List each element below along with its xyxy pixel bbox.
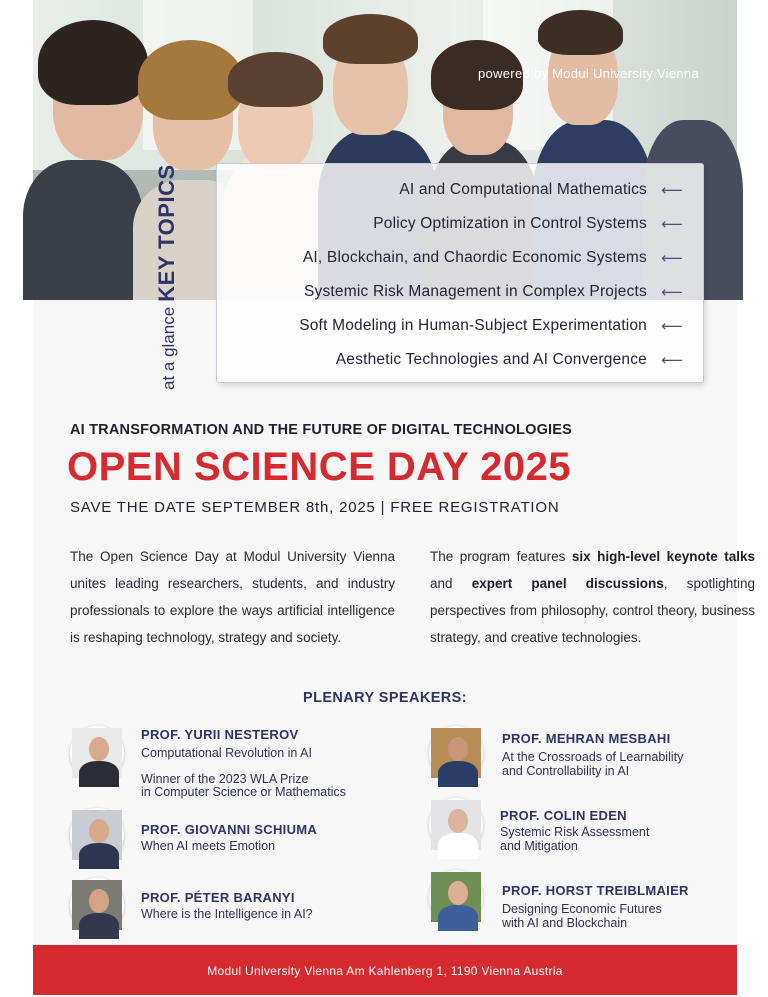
save-the-date: SAVE THE DATE SEPTEMBER 8th, 2025 | FREE REGISTRATION — [70, 499, 560, 516]
key-topics-label-small: at a glance — [159, 306, 178, 390]
audience-person — [38, 20, 148, 105]
audience-person — [23, 160, 143, 300]
speaker-name: PROF. YURII NESTEROV — [141, 727, 299, 742]
audience-person — [538, 10, 623, 55]
speaker-avatar — [429, 798, 483, 852]
key-topics-box — [216, 163, 704, 383]
speaker-note: in Computer Science or Mathematics — [141, 785, 346, 799]
speaker-talk: and Controllability in AI — [502, 764, 630, 778]
speaker-avatar — [70, 726, 124, 780]
speaker-talk: Systemic Risk Assessment — [500, 825, 650, 839]
speaker-talk: with AI and Blockchain — [502, 916, 628, 930]
speaker-talk: Designing Economic Futures — [502, 902, 662, 916]
speaker-avatar — [70, 878, 124, 932]
long-left-arrow-icon: ⟵ — [661, 216, 683, 233]
intro-text: The program features — [430, 549, 572, 564]
speaker-name: PROF. PÉTER BARANYI — [141, 890, 295, 905]
plenary-heading: PLENARY SPEAKERS: — [303, 690, 467, 706]
long-left-arrow-icon: ⟵ — [661, 182, 683, 199]
topic-item — [336, 350, 683, 370]
intro-highlight: six high-level keynote talks — [571, 549, 755, 564]
intro-text: and — [430, 576, 472, 591]
audience-person — [323, 14, 418, 64]
intro-left: The Open Science Day at Modul University Vienna unites leading researchers, students, and industry professionals to explore the ways artificial intelligence is reshaping technology, strategy and society. — [70, 549, 395, 645]
speaker-talk: and Mitigation — [500, 839, 578, 853]
event-title: OPEN SCIENCE DAY 2025 — [67, 445, 572, 489]
topic-item — [373, 214, 683, 234]
key-topics-label — [154, 164, 180, 390]
speaker-name: PROF. MEHRAN MESBAHI — [502, 731, 671, 746]
topic-label: Aesthetic Technologies and AI Convergence — [335, 351, 647, 368]
speaker-avatar — [70, 808, 124, 862]
topic-item — [304, 282, 683, 302]
speaker-avatar — [429, 870, 483, 924]
long-left-arrow-icon: ⟵ — [661, 284, 683, 301]
topic-label: AI and Computational Mathematics — [399, 181, 647, 198]
long-left-arrow-icon: ⟵ — [661, 250, 683, 267]
speaker-talk: At the Crossroads of Learnability — [502, 750, 684, 764]
speaker-talk: Computational Revolution in AI — [141, 746, 312, 760]
topic-item — [399, 180, 683, 200]
audience-person — [228, 52, 323, 107]
event-subtitle: AI TRANSFORMATION AND THE FUTURE OF DIGITAL TECHNOLOGIES — [70, 422, 573, 438]
intro-right — [430, 543, 755, 651]
topic-label: AI, Blockchain, and Chaordic Economic Systems — [302, 249, 647, 266]
flyer — [33, 0, 755, 995]
speaker-talk: When AI meets Emotion — [141, 839, 276, 853]
topic-item — [303, 248, 683, 268]
topic-label: Policy Optimization in Control Systems — [373, 215, 647, 232]
speaker-avatar — [429, 726, 483, 780]
speaker-name: PROF. GIOVANNI SCHIUMA — [141, 822, 318, 837]
speaker-talk: Where is the Intelligence in AI? — [141, 907, 313, 921]
long-left-arrow-icon: ⟵ — [661, 352, 683, 369]
speaker-note: Winner of the 2023 WLA Prize — [141, 772, 309, 786]
topic-item — [299, 316, 683, 336]
speaker-name: PROF. HORST TREIBLMAIER — [502, 883, 689, 898]
key-topics-label-big: KEY TOPICS — [154, 164, 179, 302]
speaker-name: PROF. COLIN EDEN — [500, 808, 627, 823]
intro-highlight: expert panel discussions — [471, 576, 664, 591]
intro-text: , spotlighting perspectives from philosophy, control theory, business strategy, and creative technologies. — [430, 576, 755, 645]
topic-label: Systemic Risk Management in Complex Projects — [303, 283, 647, 300]
long-left-arrow-icon: ⟵ — [661, 318, 683, 335]
topic-label: Soft Modeling in Human-Subject Experimentation — [299, 317, 647, 334]
footer-address: Modul University Vienna Am Kahlenberg 1, 1190 Vienna Austria — [33, 945, 737, 995]
powered-by-label: powered by Modul University Vienna — [478, 66, 699, 81]
